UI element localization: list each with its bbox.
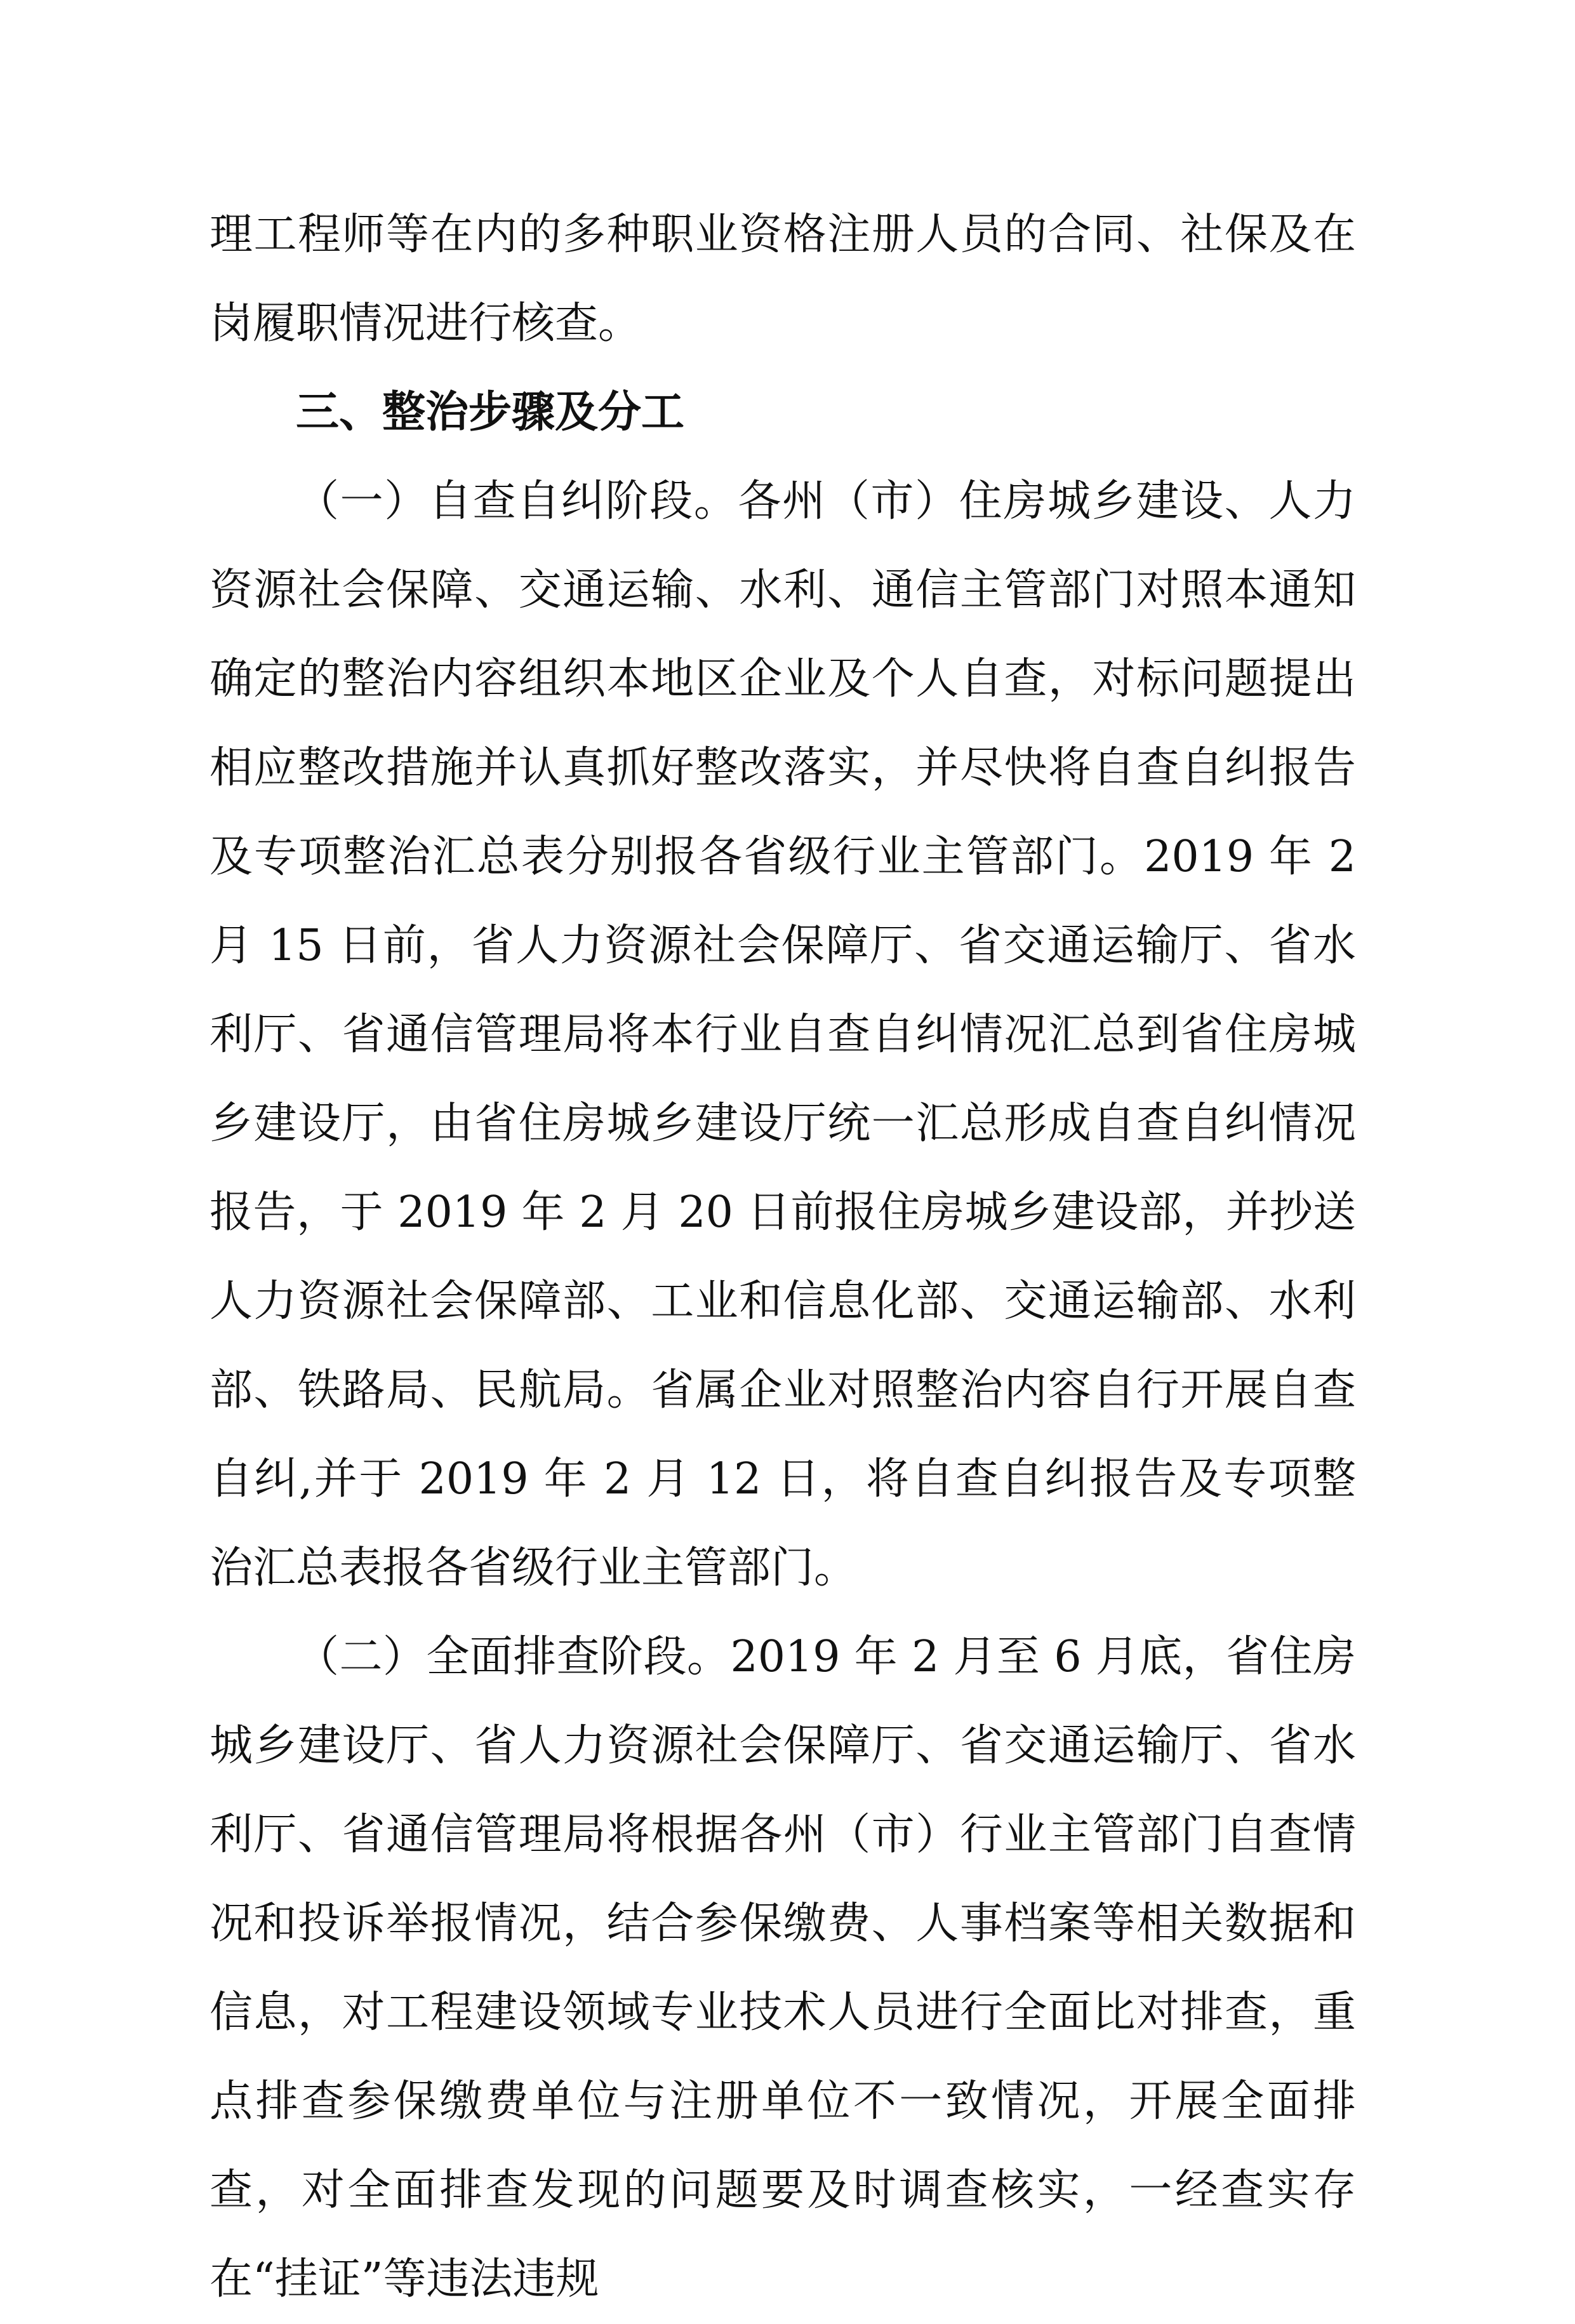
paragraph-full-investigation: （二）全面排查阶段。2019 年 2 月至 6 月底，省住房城乡建设厅、省人力资源社会保障厅、省交通运输厅、省水利厅、省通信管理局将根据各州（市）行业主管部门自查情况和投诉举报情况，结合参保缴费、人事档案等相关数据和信息，对工程建设领域专业技术人员进行全面比对排查，重点排查参保缴费单位与注册单位不一致情况，开展全面排查，对全面排查发现的问题要及时调查核实，一经查实存在“挂证”等违法违规 (209, 1632, 1356, 2304)
section-heading: 三、整治步骤及分工 (296, 387, 685, 437)
paragraph-self-inspection: （一）自查自纠阶段。各州（市）住房城乡建设、人力资源社会保障、交通运输、水利、通信主管部门对照本通知确定的整治内容组织本地区企业及个人自查，对标问题提出相应整改措施并认真抓好整改落实，并尽快将自查自纠报告及专项整治汇总表分别报各省级行业主管部门。2019 年 2 月 15 日前，省人力资源社会保障厅、省交通运输厅、省水利厅、省通信管理局将本行业自查自纠情况汇总到省住房城乡建设厅，由省住房城乡建设厅统一汇总形成自查自纠情况报告，于 2019 年 2 月 20 日前报住房城乡建设部，并抄送人力资源社会保障部、工业和信息化部、交通运输部、水利部、铁路局、民航局。省属企业对照整治内容自行开展自查自纠,并于 2019 年 2 月 12 日，将自查自纠报告及专项整治汇总表报各省级行业主管部门。 (209, 476, 1356, 1593)
document-body (209, 190, 1356, 2324)
paragraph-continued: 理工程师等在内的多种职业资格注册人员的合同、社保及在岗履职情况进行核查。 (209, 210, 1356, 349)
